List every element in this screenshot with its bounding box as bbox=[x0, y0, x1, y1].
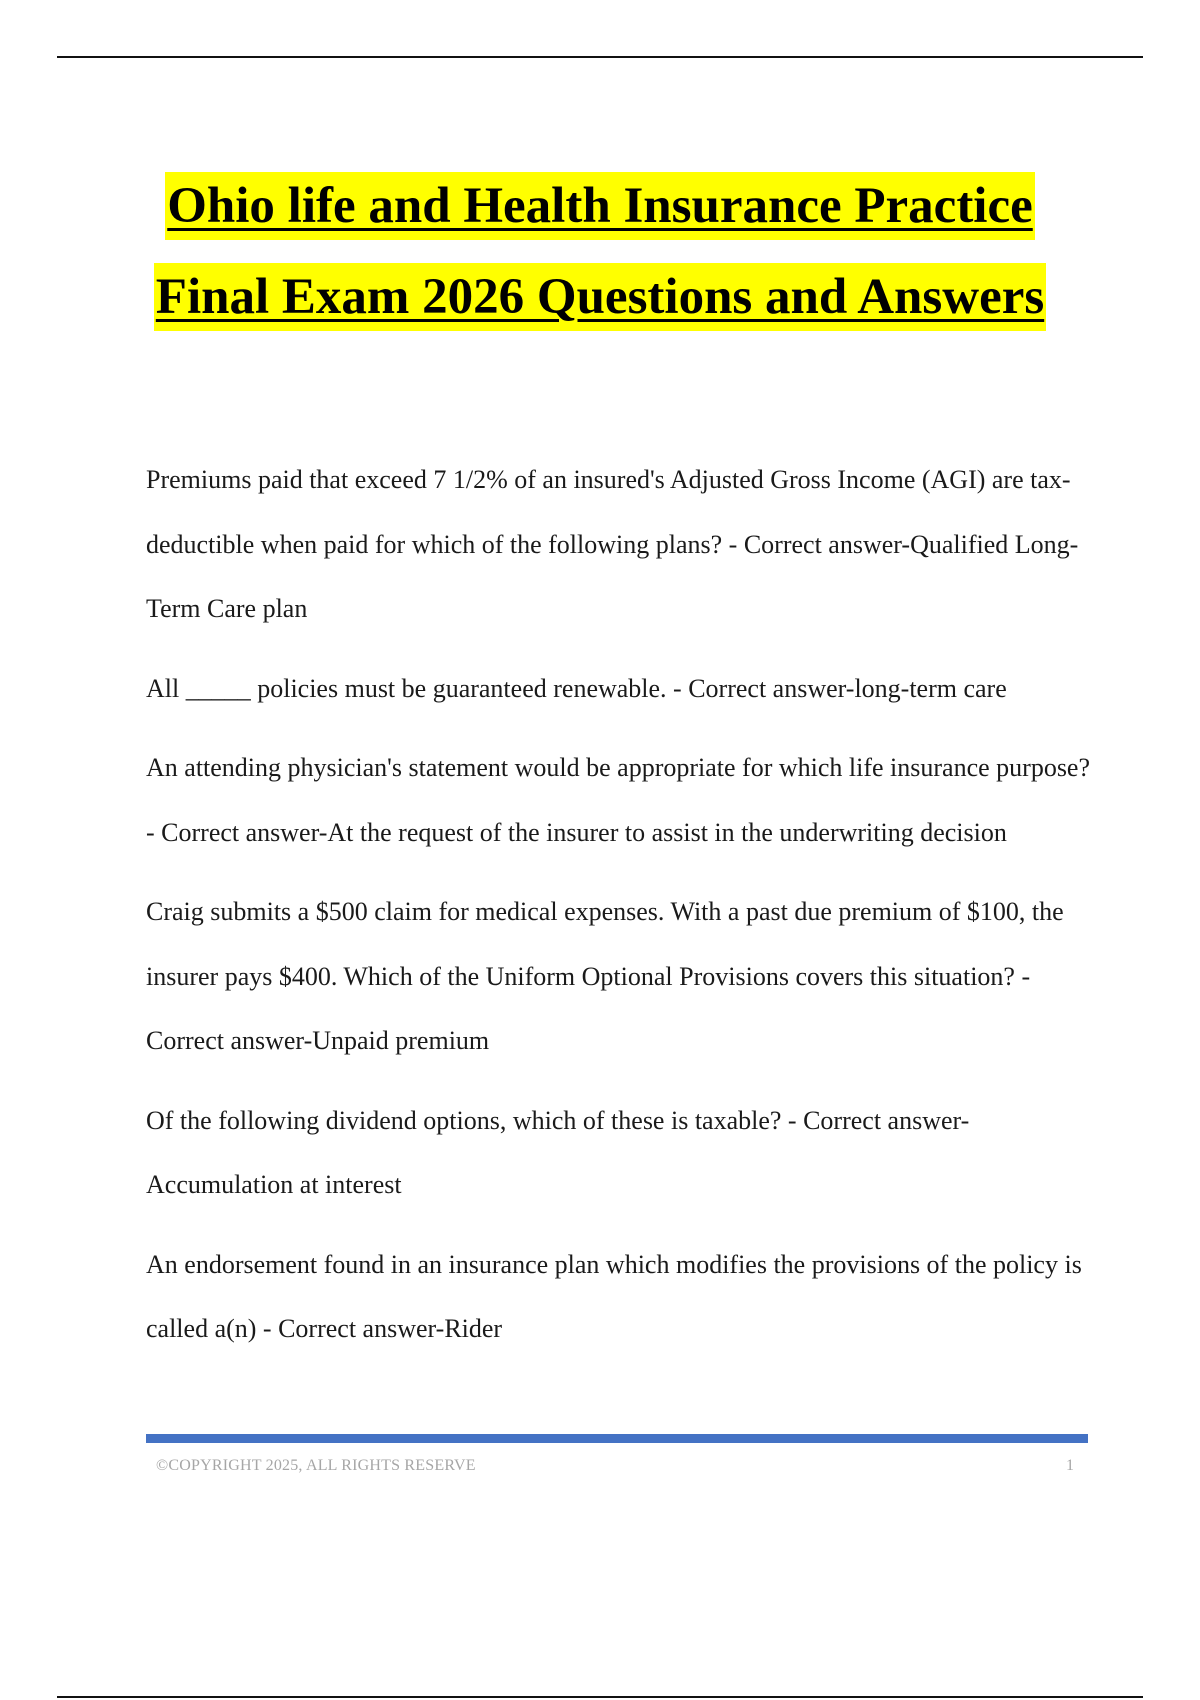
qa-item: Premiums paid that exceed 7 1/2% of an insured's Adjusted Gross Income (AGI) are tax-deductible when paid for which of the following plans? - Correct answer-Qualified Long-Term Care plan bbox=[146, 465, 1079, 623]
top-rule bbox=[57, 56, 1143, 58]
qa-item: All _____ policies must be guaranteed renewable. - Correct answer-long-term care bbox=[146, 673, 1007, 703]
qa-item: Craig submits a $500 claim for medical expenses. With a past due premium of $100, the insurer pays $400. Which of the Uniform Optional Provisions covers this situation? - Correct answer-Unpaid premium bbox=[146, 897, 1064, 1055]
footer-page-number: 1 bbox=[1066, 1457, 1074, 1474]
qa-list bbox=[146, 448, 1091, 1377]
qa-item: An endorsement found in an insurance plan which modifies the provisions of the policy is called a(n) - Correct answer-Rider bbox=[146, 1249, 1082, 1343]
footer-bar bbox=[146, 1434, 1088, 1443]
qa-item: Of the following dividend options, which of these is taxable? - Correct answer-Accumulation at interest bbox=[146, 1105, 970, 1199]
title-line-1: Ohio life and Health Insurance Practice bbox=[165, 172, 1035, 240]
footer-copyright: ©COPYRIGHT 2025, ALL RIGHTS RESERVE bbox=[156, 1457, 476, 1474]
bottom-rule bbox=[57, 1696, 1143, 1698]
qa-item: An attending physician's statement would be appropriate for which life insurance purpose? - Correct answer-At the request of the insurer to assist in the underwriting decision bbox=[146, 753, 1091, 847]
document-title bbox=[0, 172, 1200, 354]
title-line-2: Final Exam 2026 Questions and Answers bbox=[154, 263, 1046, 331]
